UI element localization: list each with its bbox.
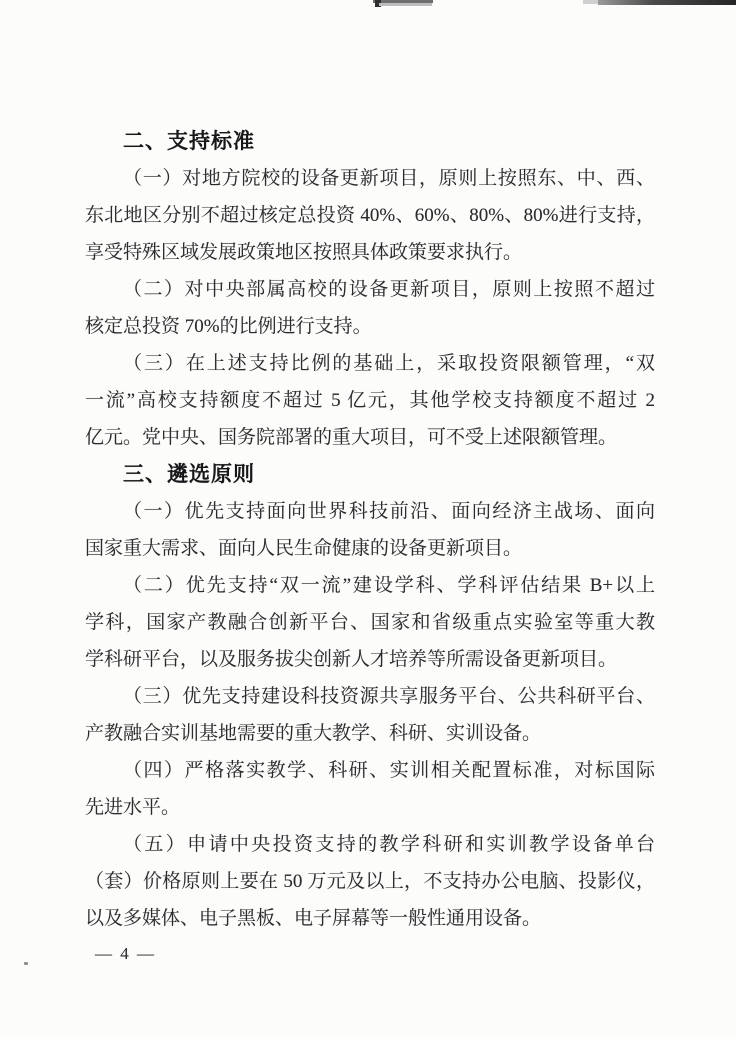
page-number: — 4 — [95, 944, 156, 963]
scan-artifact-speck [24, 962, 28, 965]
scan-artifact-top-right [598, 0, 736, 5]
scan-artifact-top-center-shadow [379, 3, 432, 6]
text-line: （二）对中央部属高校的设备更新项目，原则上按照不超过 [123, 279, 655, 300]
text-line: （一）优先支持面向世界科技前沿、面向经济主战场、面向 [123, 501, 655, 522]
text-line: 一流”高校支持额度不超过 5 亿元，其他学校支持额度不超过 2 [85, 390, 655, 411]
text-line: （四）严格落实教学、科研、实训相关配置标准，对标国际 [123, 760, 655, 781]
text-line: （三）在上述支持比例的基础上，采取投资限额管理，“双 [123, 353, 655, 374]
text-line: 学科研平台，以及服务拔尖创新人才培养等所需设备更新项目。 [85, 649, 618, 670]
text-line: 国家重大需求、面向人民生命健康的设备更新项目。 [85, 538, 523, 559]
text-line: 享受特殊区域发展政策地区按照具体政策要求执行。 [85, 242, 523, 263]
text-line: 以及多媒体、电子黑板、电子屏幕等一般性通用设备。 [85, 908, 542, 929]
text-line: （五）申请中央投资支持的教学科研和实训教学设备单台 [123, 834, 655, 855]
text-line: 核定总投资 70%的比例进行支持。 [85, 316, 372, 337]
text-line: 学科，国家产教融合创新平台、国家和省级重点实验室等重大教 [85, 612, 655, 633]
document-content [85, 123, 655, 964]
section-heading-support-standards: 二、支持标准 [123, 130, 255, 153]
text-line: （套）价格原则上要在 50 万元及以上，不支持办公电脑、投影仪， [85, 871, 655, 892]
text-line: 先进水平。 [85, 797, 181, 818]
text-line: （二）优先支持“双一流”建设学科、学科评估结果 B+以上 [123, 575, 655, 596]
text-line: 产教融合实训基地需要的重大教学、科研、实训设备。 [85, 723, 542, 744]
text-line: 东北地区分别不超过核定总投资 40%、60%、80%、80%进行支持， [85, 205, 655, 226]
text-line: （三）优先支持建设科技资源共享服务平台、公共科研平台、 [123, 686, 655, 707]
text-line: （一）对地方院校的设备更新项目，原则上按照东、中、西、 [123, 168, 655, 189]
text-line: 亿元。党中央、国务院部署的重大项目，可不受上述限额管理。 [85, 427, 618, 448]
section-heading-selection-principles: 三、遴选原则 [123, 463, 255, 486]
